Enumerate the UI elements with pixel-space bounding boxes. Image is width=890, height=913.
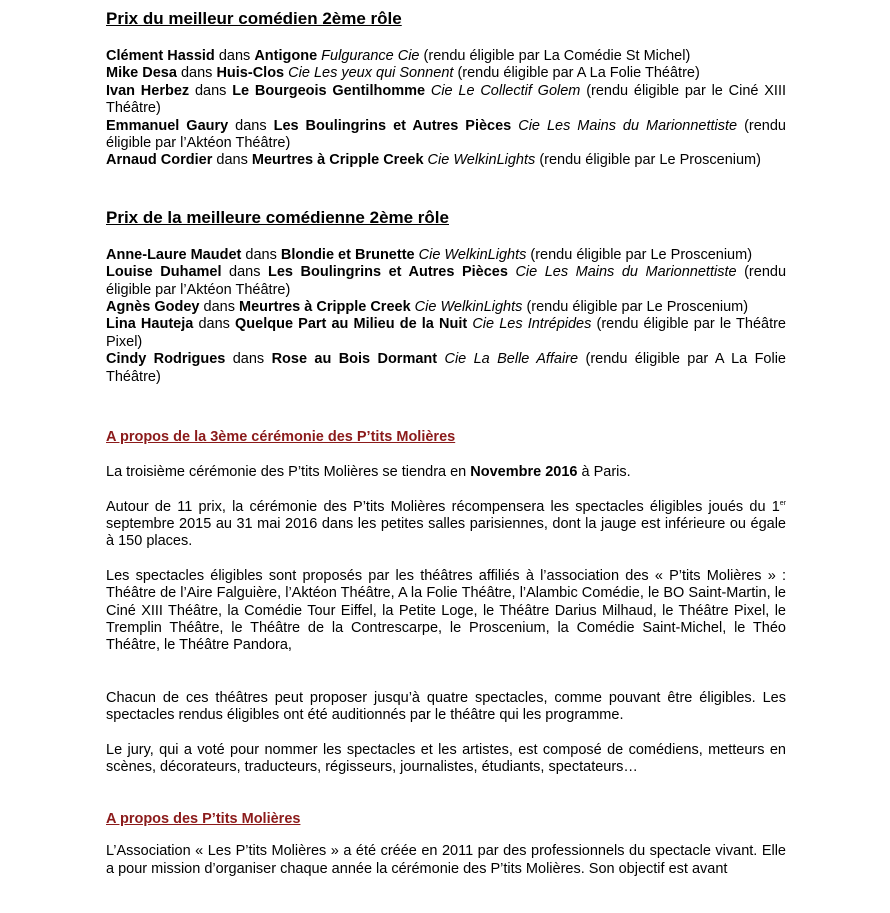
- eligibility-note: (rendu éligible par A La Folie Théâtre): [106, 351, 786, 385]
- text-run: La troisième cérémonie des P’tits Molières se tiendra en: [106, 464, 471, 481]
- eligibility-note: (rendu éligible par La Comédie St Michel): [423, 48, 691, 64]
- text-run: à Paris.: [577, 464, 631, 481]
- paragraph-association: L’Association « Les P’tits Molières » a été créée en 2011 par des professionnels du spectacle vivant. Elle a pour mission d’organiser chaque année la cérémonie des P’tits Molières. Son objectif est avant: [106, 843, 786, 877]
- play-title: Meurtres à Cripple Creek: [238, 299, 411, 316]
- nominee-name: Arnaud Cordier: [106, 152, 213, 169]
- connector: dans: [235, 117, 267, 134]
- date-highlight: Novembre 2016: [470, 464, 578, 481]
- section-title-about-ceremony: A propos de la 3ème cérémonie des P’tits Molières: [106, 429, 456, 446]
- connector: dans: [218, 48, 251, 64]
- connector: dans: [203, 299, 235, 316]
- eligibility-note: (rendu éligible par le Ciné XIII Théâtre): [106, 82, 787, 117]
- company-name: Cie Les Mains du Marionnettiste: [518, 117, 738, 134]
- company-name: Cie Les yeux qui Sonnent: [288, 65, 454, 82]
- company-name: Cie Le Collectif Golem: [430, 82, 581, 99]
- play-title: Huis-Clos: [216, 65, 285, 82]
- play-title: Rose au Bois Dormant: [271, 351, 438, 368]
- company-name: Cie La Belle Affaire: [444, 351, 579, 368]
- connector: dans: [229, 264, 261, 281]
- nominee-entry: [106, 152, 786, 169]
- nominee-entry: [106, 247, 786, 264]
- nominee-entry: [106, 83, 786, 118]
- play-title: Les Boulingrins et Autres Pièces: [273, 117, 512, 134]
- company-name: Fulgurance Cie: [321, 48, 420, 64]
- play-title: Meurtres à Cripple Creek: [251, 152, 424, 169]
- document-page: [106, 8, 786, 878]
- nominee-entry: [106, 48, 786, 65]
- nominee-name: Agnès Godey: [106, 299, 200, 316]
- connector: dans: [216, 152, 248, 169]
- company-name: Cie Les Intrépides: [472, 316, 592, 333]
- paragraph-jury: Le jury, qui a voté pour nommer les spectacles et les artistes, est composé de comédiens, metteurs en scènes, décorateurs, traducteurs, régisseurs, journalistes, étudiants, spectateurs…: [106, 741, 786, 775]
- eligibility-note: (rendu éligible par l’Aktéon Théâtre): [106, 264, 787, 298]
- section-title-about-association: A propos des P’tits Molières: [106, 811, 301, 828]
- nominee-name: Clément Hassid: [106, 48, 215, 64]
- nominee-entry: [106, 316, 786, 351]
- nominee-name: Cindy Rodrigues: [106, 351, 226, 368]
- connector: dans: [198, 316, 230, 333]
- nominee-name: Ivan Herbez: [106, 82, 190, 99]
- paragraph-theatres: Les spectacles éligibles sont proposés par les théâtres affiliés à l’association des « P’tits Molières » : Théâtre de l’Aire Falguière, l’Aktéon Théâtre, A la Folie Théâtre, l’Alambic Comédie, le BO Saint-Martin, le Ciné XIII Théâtre, la Comédie Tour Eiffel, la Petite Loge, le Théâtre Darius Milhaud, le Théâtre Pixel, le Tremplin Théâtre, le Théâtre de la Contrescarpe, le Proscenium, la Comédie Saint-Michel, le Théo Théâtre, le Théâtre Pandora,: [106, 567, 786, 654]
- connector: dans: [232, 351, 265, 368]
- eligibility-note: (rendu éligible par Le Proscenium): [526, 299, 749, 316]
- company-name: Cie Les Mains du Marionnettiste: [515, 264, 737, 281]
- nominee-entry: [106, 264, 786, 299]
- ordinal-superscript: er: [779, 499, 786, 507]
- eligibility-note: (rendu éligible par A La Folie Théâtre): [457, 65, 700, 82]
- nominee-name: Mike Desa: [106, 65, 177, 82]
- connector: dans: [180, 65, 213, 82]
- nominee-name: Louise Duhamel: [106, 264, 222, 281]
- connector: dans: [194, 82, 227, 99]
- company-name: Cie WelkinLights: [414, 299, 523, 316]
- paragraph-proposals: Chacun de ces théâtres peut proposer jusqu’à quatre spectacles, comme pouvant être éligibles. Les spectacles rendus éligibles ont été auditionnés par le théâtre qui les programme.: [106, 689, 786, 724]
- play-title: Le Bourgeois Gentilhomme: [232, 82, 426, 99]
- nominee-name: Anne-Laure Maudet: [106, 246, 242, 263]
- nominee-entry: [106, 118, 786, 153]
- best-actress-list: [106, 247, 786, 386]
- section-title-best-actor: Prix du meilleur comédien 2ème rôle: [106, 9, 402, 28]
- play-title: Blondie et Brunette: [280, 246, 415, 263]
- eligibility-note: (rendu éligible par le Théâtre Pixel): [106, 316, 787, 350]
- nominee-entry: [106, 299, 786, 316]
- nominee-name: Emmanuel Gaury: [106, 117, 229, 134]
- play-title: Les Boulingrins et Autres Pièces: [268, 264, 508, 281]
- eligibility-note: (rendu éligible par Le Proscenium): [539, 152, 761, 169]
- play-title: Antigone: [254, 48, 318, 64]
- text-run: septembre 2015 au 31 mai 2016 dans les petites salles parisiennes, dont la jauge est inférieure ou égale à 150 places.: [106, 515, 786, 550]
- connector: dans: [245, 246, 277, 263]
- play-title: Quelque Part au Milieu de la Nuit: [235, 316, 468, 333]
- company-name: Cie WelkinLights: [418, 246, 527, 263]
- nominee-entry: [106, 351, 786, 386]
- eligibility-note: (rendu éligible par Le Proscenium): [530, 246, 753, 263]
- nominee-name: Lina Hauteja: [106, 316, 194, 333]
- company-name: Cie WelkinLights: [427, 152, 536, 169]
- text-run: Autour de 11 prix, la cérémonie des P’tits Molières récompensera les spectacles éligibles joués du 1: [106, 498, 780, 515]
- paragraph-ceremony-date: [106, 464, 786, 481]
- section-title-best-actress: Prix de la meilleure comédienne 2ème rôle: [106, 207, 449, 227]
- best-actor-list: [106, 48, 786, 170]
- paragraph-awards: [106, 499, 786, 551]
- eligibility-note: (rendu éligible par l’Aktéon Théâtre): [106, 117, 786, 152]
- nominee-entry: [106, 65, 786, 82]
